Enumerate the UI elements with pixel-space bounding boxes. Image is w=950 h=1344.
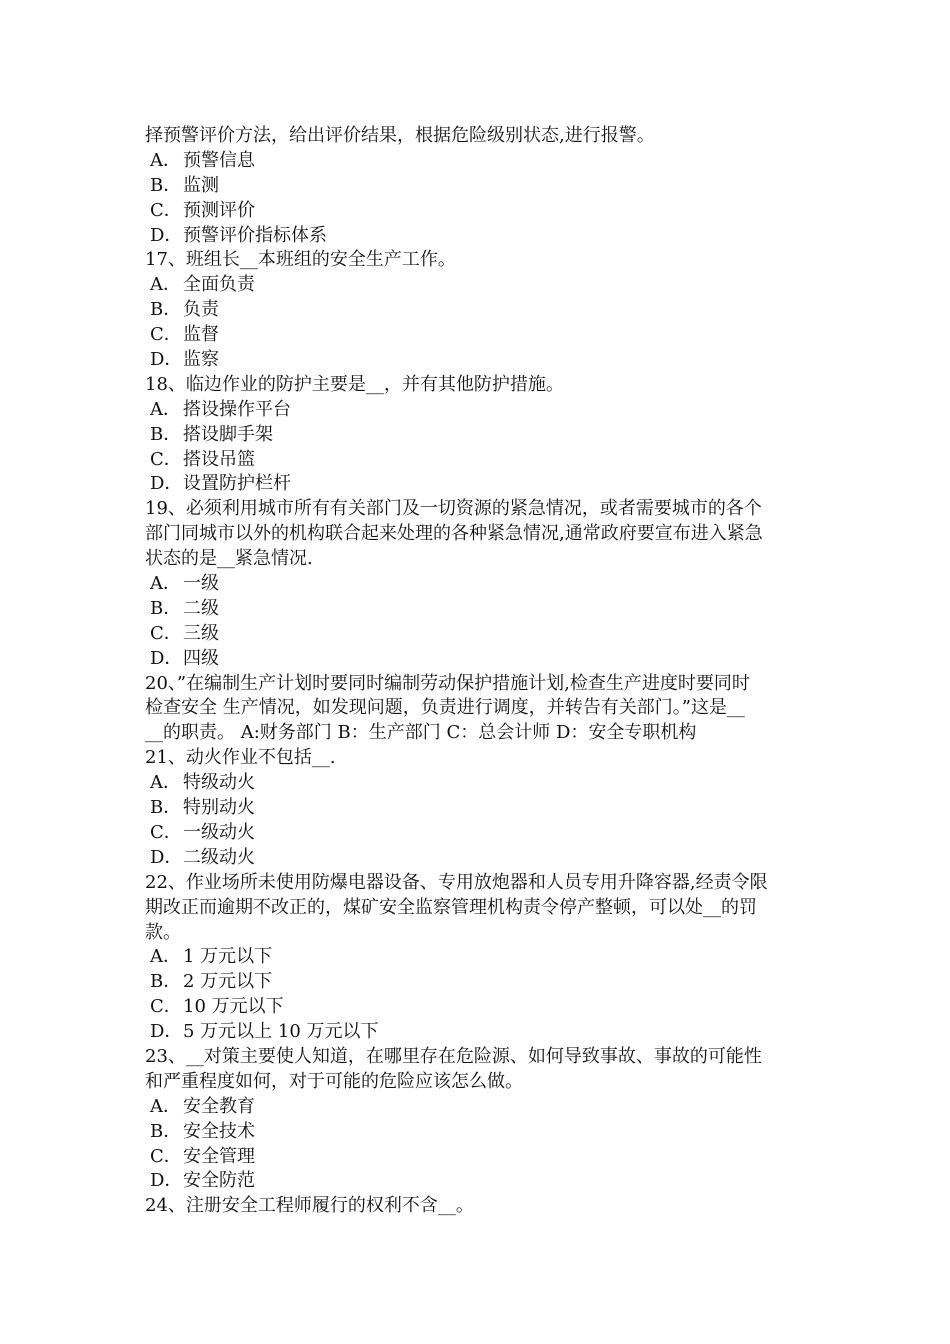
question-21-option-d: D．二级动火 [150, 846, 255, 868]
question-17-stem: 17、班组长__本班组的安全生产工作。 [145, 249, 456, 271]
question-18-option-d: D．设置防护栏杆 [150, 473, 291, 495]
question-20-stem-line-1: 20、”在编制生产计划时要同时编制劳动保护措施计划,检查生产进度时要同时 [145, 672, 750, 694]
question-19-option-d: D．四级 [150, 647, 219, 669]
question-18-option-b: B．搭设脚手架 [150, 423, 273, 445]
question-17-option-c: C．监督 [150, 324, 219, 346]
question-19-stem-line-2: 部门同城市以外的机构联合起来处理的各种紧急情况,通常政府要宣布进入紧急 [145, 523, 763, 545]
question-22-option-d: D．5 万元以上 10 万元以下 [150, 1021, 379, 1043]
document-body [145, 124, 813, 1219]
question-22-option-b: B．2 万元以下 [150, 971, 273, 993]
question-23-option-c: C．安全管理 [150, 1145, 255, 1167]
question-19-option-c: C．三级 [150, 622, 219, 644]
question-16-stem-tail: 择预警评价方法，给出评价结果，根据危险级别状态,进行报警。 [145, 125, 655, 146]
question-23-option-a: A． 安全教育 [150, 1095, 255, 1117]
question-23-stem-line-2: 和严重程度如何，对于可能的危险应该怎么做。 [145, 1070, 523, 1092]
question-22-stem-line-2: 期改正而逾期不改正的，煤矿安全监察管理机构责令停产整顿，可以处__的罚 [145, 896, 757, 918]
question-20-stem-line-3: __的职责。 A:财务部门 B：生产部门 C：总会计师 D：安全专职机构 [145, 722, 697, 744]
question-16-option-d: D．预警评价指标体系 [150, 224, 327, 246]
question-23-stem-line-1: 23、__对策主要使人知道，在哪里存在危险源、如何导致事故、事故的可能性 [145, 1045, 762, 1067]
question-19-stem-line-1: 19、必须利用城市所有有关部门及一切资源的紧急情况，或者需要城市的各个 [145, 498, 762, 520]
question-22-option-a: A． 1 万元以下 [150, 946, 273, 968]
question-16-option-b: B．监测 [150, 174, 219, 196]
question-18-stem: 18、临边作业的防护主要是__，并有其他防护措施。 [145, 373, 564, 395]
question-24-stem: 24、注册安全工程师履行的权利不含__。 [145, 1195, 474, 1217]
question-17-option-a: A． 全面负责 [150, 274, 255, 296]
question-23-option-d: D．安全防范 [150, 1170, 255, 1192]
question-18-option-a: A． 搭设操作平台 [150, 398, 291, 420]
question-18-option-c: C．搭设吊篮 [150, 448, 255, 470]
question-19-stem-line-3: 状态的是__紧急情况. [145, 548, 313, 570]
question-16-option-a: A． 预警信息 [150, 149, 255, 171]
question-16-option-c: C．预测评价 [150, 199, 255, 221]
question-20-stem-line-2: 检查安全 生产情况，如发现问题，负责进行调度，并转告有关部门。”这是__ [145, 697, 745, 719]
question-22-stem-line-3: 款。 [145, 921, 181, 943]
question-21-option-c: C．一级动火 [150, 821, 255, 843]
question-19-option-b: B．二级 [150, 597, 219, 619]
question-17-option-b: B．负责 [150, 299, 219, 321]
question-17-option-d: D．监察 [150, 349, 219, 371]
question-21-option-a: A． 特级动火 [150, 772, 255, 794]
question-19-option-a: A． 一级 [150, 573, 219, 595]
question-21-stem: 21、动火作业不包括__. [145, 747, 336, 769]
question-22-stem-line-1: 22、作业场所未使用防爆电器设备、专用放炮器和人员专用升降容器,经责令限 [145, 871, 768, 893]
question-22-option-c: C．10 万元以下 [150, 996, 284, 1018]
question-23-option-b: B．安全技术 [150, 1120, 255, 1142]
question-21-option-b: B．特别动火 [150, 797, 255, 819]
